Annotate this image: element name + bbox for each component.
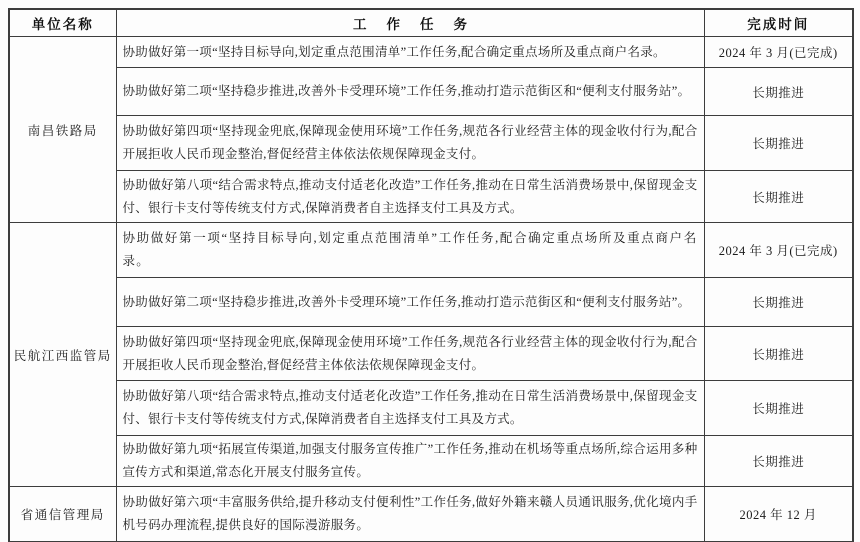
table-row (9, 278, 853, 327)
table-row (9, 68, 853, 116)
table-row (9, 381, 853, 436)
unit-name-cell: 省通信管理局 (9, 487, 116, 542)
table-row (9, 37, 853, 68)
table-row (9, 171, 853, 223)
table-row (9, 116, 853, 171)
column-header-completion-time: 完成时间 (704, 9, 853, 37)
completion-time-cell: 长期推进 (704, 171, 853, 223)
tasks-table (8, 8, 854, 542)
task-cell: 协助做好第六项“丰富服务供给,提升移动支付便利性”工作任务,做好外籍来赣人员通讯服务,优化境内手机号码办理流程,提供良好的国际漫游服务。 (116, 487, 704, 542)
table-row (9, 436, 853, 487)
task-cell: 协助做好第一项“坚持目标导向,划定重点范围清单”工作任务,配合确定重点场所及重点商户名录。 (116, 37, 704, 68)
completion-time-cell: 长期推进 (704, 278, 853, 327)
header-row (9, 9, 853, 37)
completion-time-cell: 2024 年 3 月(已完成) (704, 223, 853, 278)
task-cell: 协助做好第二项“坚持稳步推进,改善外卡受理环境”工作任务,推动打造示范街区和“便利支付服务站”。 (116, 68, 704, 116)
completion-time-cell: 长期推进 (704, 116, 853, 171)
table-row (9, 223, 853, 278)
unit-name-cell: 民航江西监管局 (9, 223, 116, 487)
task-cell: 协助做好第九项“拓展宣传渠道,加强支付服务宣传推广”工作任务,推动在机场等重点场所,综合运用多种宣传方式和渠道,常态化开展支付服务宣传。 (116, 436, 704, 487)
task-cell: 协助做好第四项“坚持现金兜底,保障现金使用环境”工作任务,规范各行业经营主体的现金收付行为,配合开展拒收人民币现金整治,督促经营主体依法依规保障现金支付。 (116, 327, 704, 381)
task-cell: 协助做好第八项“结合需求特点,推动支付适老化改造”工作任务,推动在日常生活消费场景中,保留现金支付、银行卡支付等传统支付方式,保障消费者自主选择支付工具及方式。 (116, 381, 704, 436)
column-header-unit-name: 单位名称 (9, 9, 116, 37)
task-cell: 协助做好第二项“坚持稳步推进,改善外卡受理环境”工作任务,推动打造示范街区和“便利支付服务站”。 (116, 278, 704, 327)
task-cell: 协助做好第四项“坚持现金兜底,保障现金使用环境”工作任务,规范各行业经营主体的现金收付行为,配合开展拒收人民币现金整治,督促经营主体依法依规保障现金支付。 (116, 116, 704, 171)
column-header-work-tasks: 工作任务 (116, 9, 704, 37)
table-row (9, 487, 853, 542)
completion-time-cell: 2024 年 12 月 (704, 487, 853, 542)
completion-time-cell: 长期推进 (704, 327, 853, 381)
task-cell: 协助做好第八项“结合需求特点,推动支付适老化改造”工作任务,推动在日常生活消费场景中,保留现金支付、银行卡支付等传统支付方式,保障消费者自主选择支付工具及方式。 (116, 171, 704, 223)
completion-time-cell: 长期推进 (704, 436, 853, 487)
task-cell: 协助做好第一项“坚持目标导向,划定重点范围清单”工作任务,配合确定重点场所及重点商户名录。 (116, 223, 704, 278)
completion-time-cell: 长期推进 (704, 68, 853, 116)
completion-time-cell: 2024 年 3 月(已完成) (704, 37, 853, 68)
unit-name-cell: 南昌铁路局 (9, 37, 116, 223)
table-row (9, 327, 853, 381)
completion-time-cell: 长期推进 (704, 381, 853, 436)
